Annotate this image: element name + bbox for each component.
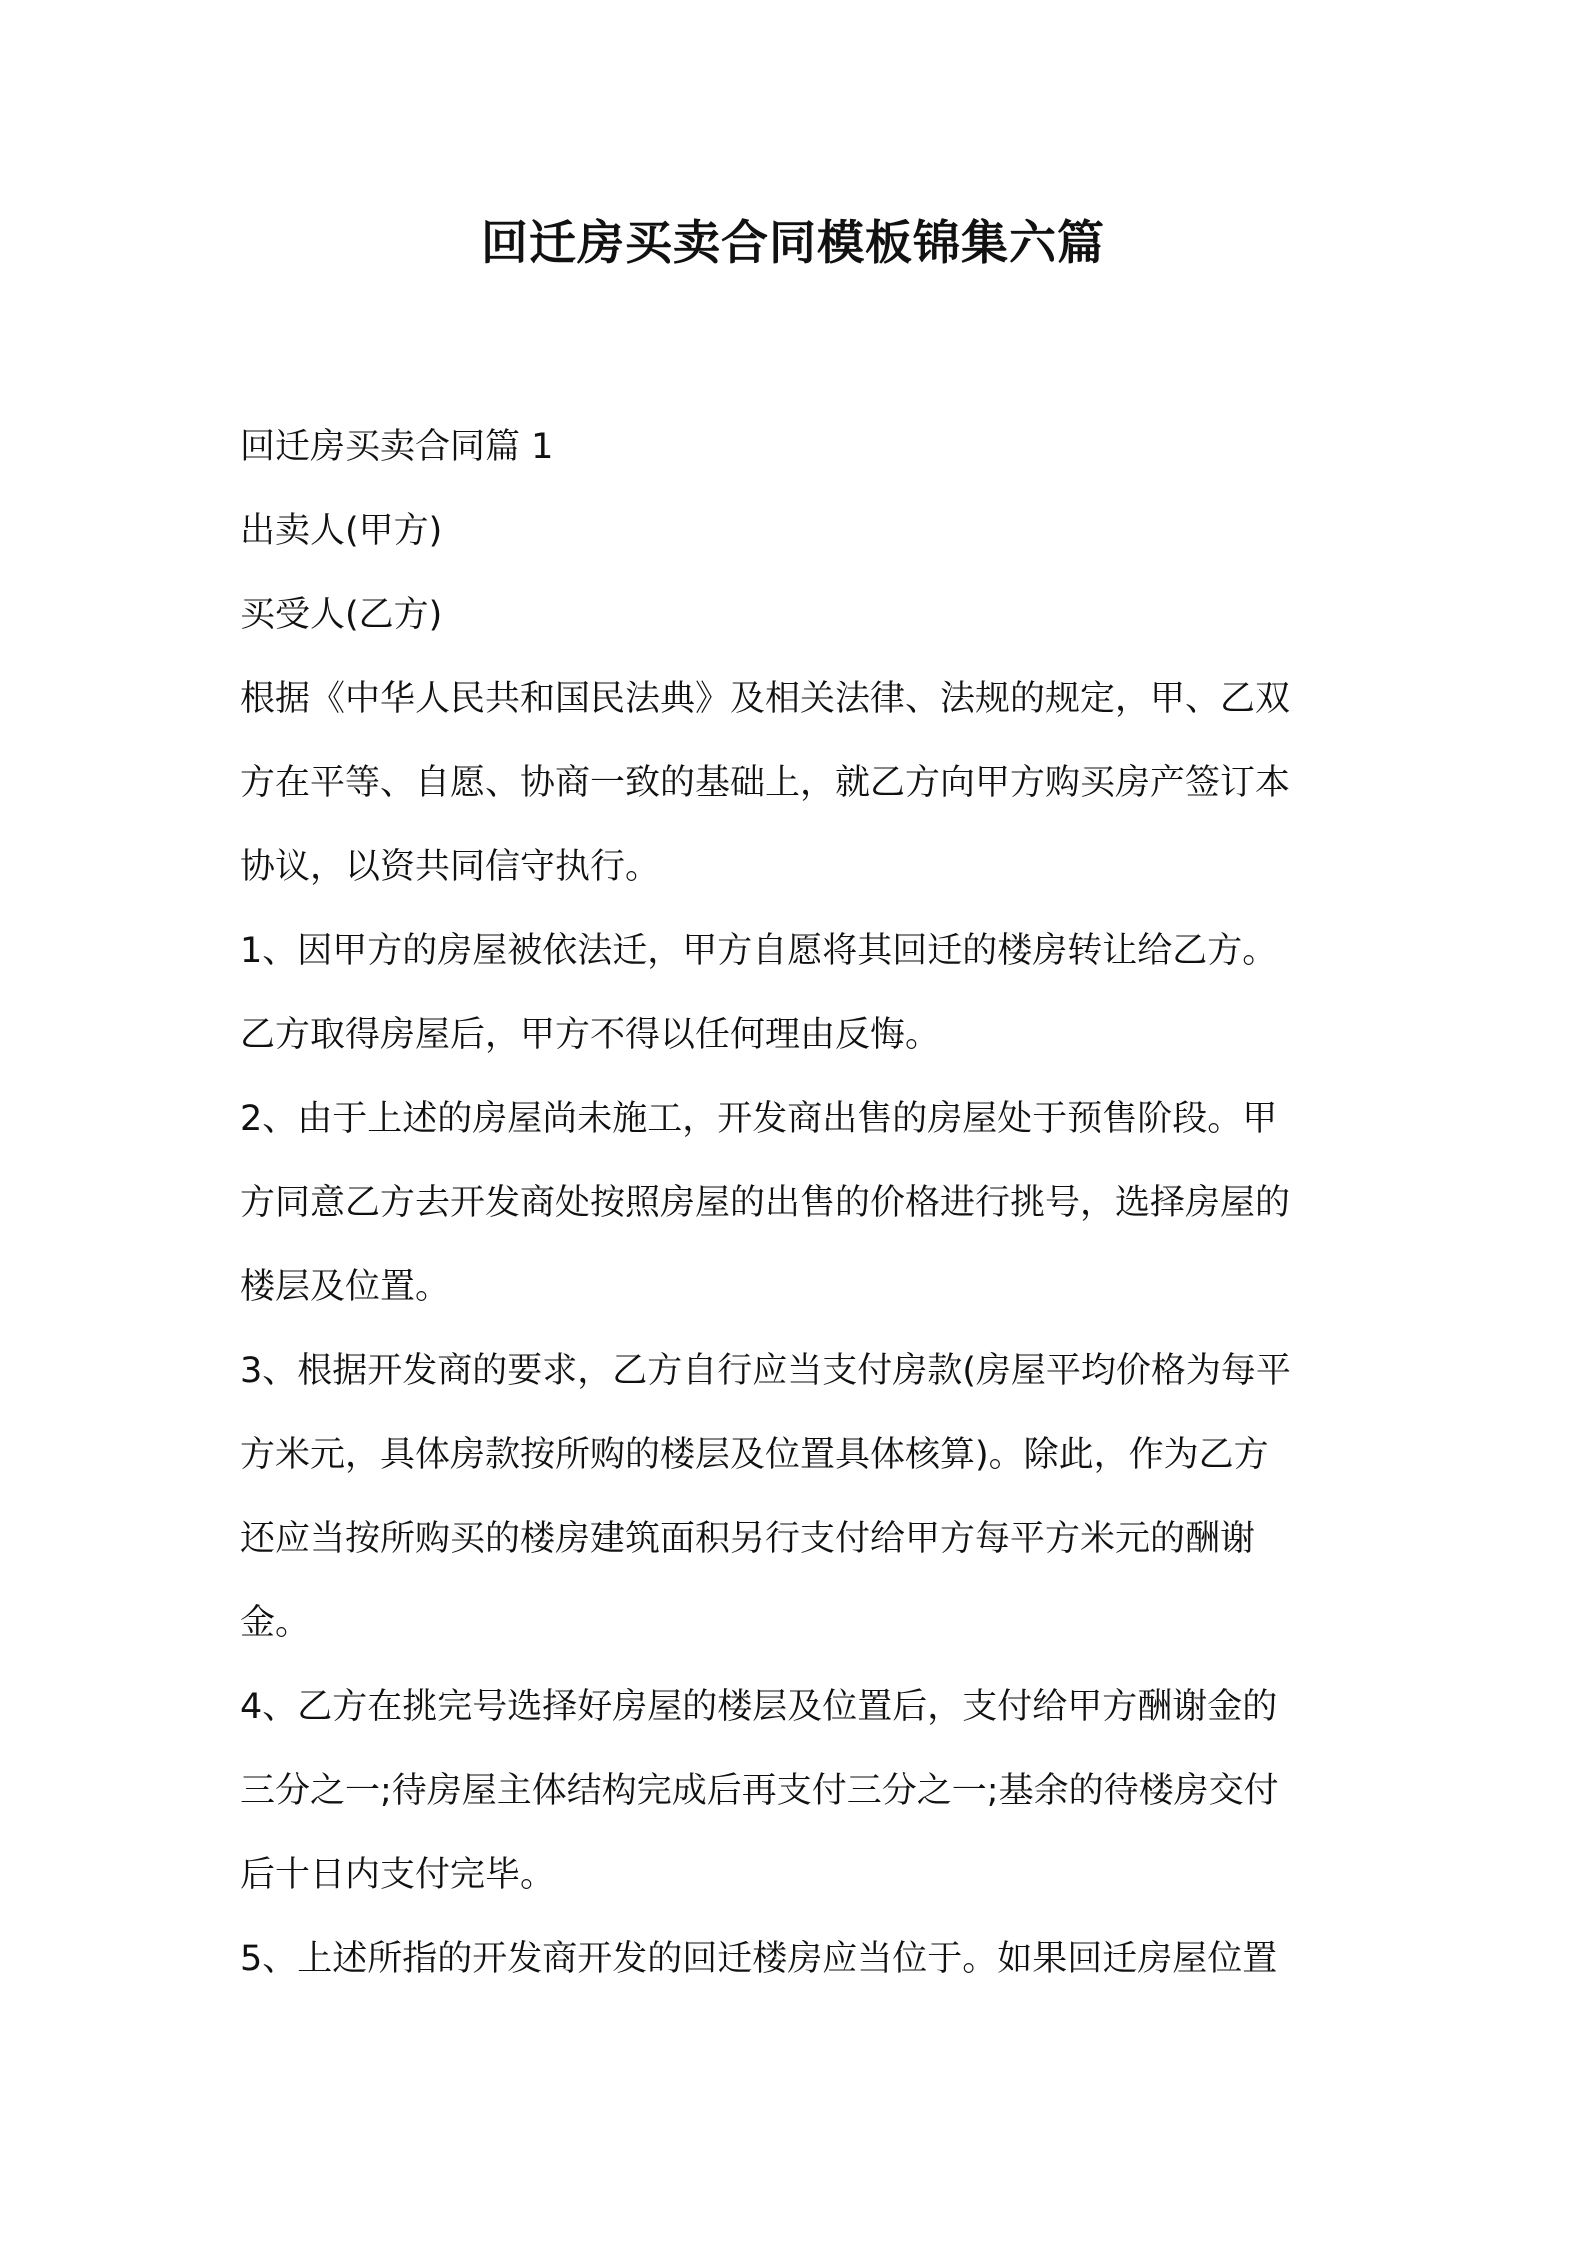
document-body [240, 405, 1356, 2001]
clause-1-line: 乙方取得房屋后，甲方不得以任何理由反悔。 [240, 1015, 941, 1055]
clause-3-line: 方米元，具体房款按所购的楼层及位置具体核算)。除此，作为乙方 [240, 1435, 1269, 1475]
clause-3-line: 金。 [240, 1603, 311, 1643]
document-title: 回迁房买卖合同模板锦集六篇 [481, 216, 1105, 271]
clause-4-line: 三分之一;待房屋主体结构完成后再支付三分之一;基余的待楼房交付 [240, 1771, 1279, 1811]
seller-line: 出卖人(甲方) [240, 511, 443, 551]
clause-1-line: 1、因甲方的房屋被依法迁，甲方自愿将其回迁的楼房转让给乙方。 [240, 931, 1278, 971]
clause-4-line: 4、乙方在挑完号选择好房屋的楼层及位置后，支付给甲方酬谢金的 [240, 1687, 1278, 1727]
clause-3-line: 还应当按所购买的楼房建筑面积另行支付给甲方每平方米元的酬谢 [240, 1519, 1256, 1559]
paragraph-line: 根据《中华人民共和国民法典》及相关法律、法规的规定，甲、乙双 [240, 679, 1291, 719]
clause-4-line: 后十日内支付完毕。 [240, 1855, 556, 1895]
clause-2-line: 2、由于上述的房屋尚未施工，开发商出售的房屋处于预售阶段。甲 [240, 1099, 1278, 1139]
section-heading: 回迁房买卖合同篇 1 [240, 427, 554, 467]
clause-5-line: 5、上述所指的开发商开发的回迁楼房应当位于。如果回迁房屋位置 [240, 1939, 1278, 1979]
clause-3-line: 3、根据开发商的要求，乙方自行应当支付房款(房屋平均价格为每平 [240, 1351, 1291, 1391]
paragraph-line: 协议，以资共同信守执行。 [240, 847, 661, 887]
buyer-line: 买受人(乙方) [240, 595, 443, 635]
clause-2-line: 楼层及位置。 [240, 1267, 451, 1307]
clause-2-line: 方同意乙方去开发商处按照房屋的出售的价格进行挑号，选择房屋的 [240, 1183, 1291, 1223]
paragraph-line: 方在平等、自愿、协商一致的基础上，就乙方向甲方购买房产签订本 [240, 763, 1291, 803]
